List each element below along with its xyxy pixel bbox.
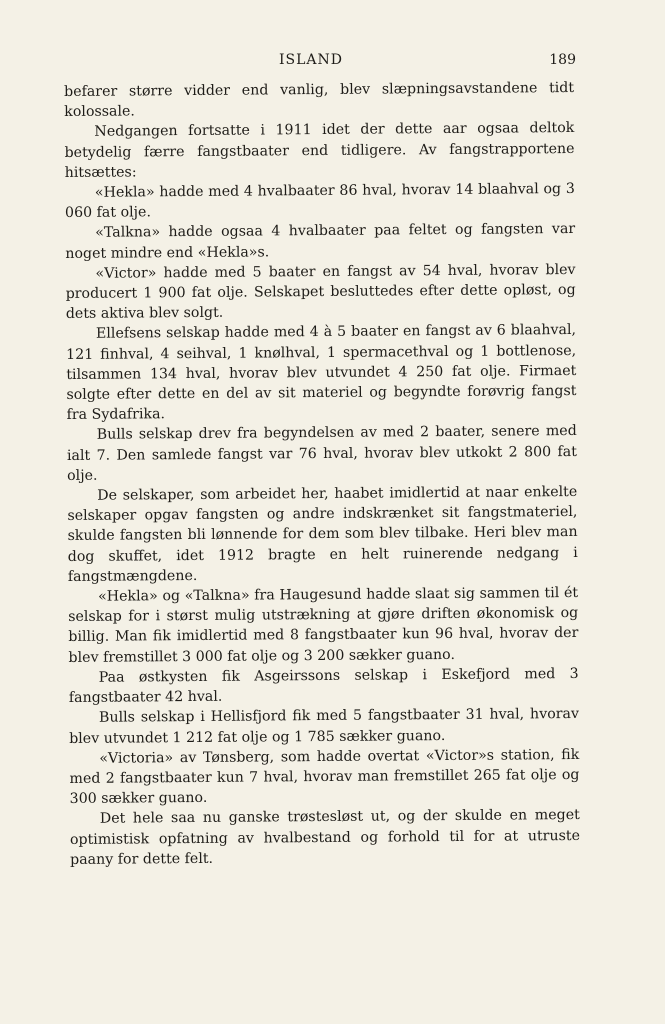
- paragraph: Paa østkysten fik Asgeirssons selskap i Eskefjord med 3 fangstbaater 42 hval.: [68, 665, 579, 707]
- paragraph: Ellefsens selskap hadde med 4 à 5 baater en fangst av 6 blaahval, 121 finhval, 4 seihval, 1 knølhval, 1 spermacethval og 1 bottlenose, tilsammen 134 hval, hvorav blev utvundet 4 250 fat olje. Firmaet solgte efter dette en del av sit materiel og begyndte forøvrig fangst fra Sydafrika.: [66, 322, 577, 424]
- paragraph: «Talkna» hadde ogsaa 4 hvalbaater paa feltet og fangsten var noget mindre end «Hekla»s.: [65, 221, 576, 262]
- body-text: [64, 78, 580, 870]
- running-head-title: ISLAND: [279, 52, 344, 68]
- paragraph: befarer større vidder end vanlig, blev slæpningsavstandene tidt kolossale.: [64, 79, 575, 121]
- page-number: 189: [549, 52, 576, 68]
- paragraph: Nedgangen fortsatte i 1911 idet der dette aar ogsaa deltok betydelig færre fangstbaater end tidligere. Av fangstrapportene hitsættes:: [64, 120, 575, 181]
- paragraph: «Victoria» av Tønsberg, som hadde overtat «Victor»s station, fik med 2 fangstbaater kun 7 hval, hvorav man fremstillet 265 fat olje og 300 sækker guano.: [69, 746, 580, 808]
- paragraph: «Hekla» hadde med 4 hvalbaater 86 hval, hvorav 14 blaahval og 3 060 fat olje.: [64, 181, 575, 222]
- paragraph: De selskaper, som arbeidet her, haabet imidlertid at naar enkelte selskaper opgav fangsten og andre indskrænket sit fangstmateriel, skulde fangsten bli lønnende for dem som blev tilbake. Heri blev man dog skuffet, idet 1912 bragte en helt ruinerende nedgang i fangstmængdene.: [67, 484, 578, 585]
- paragraph: Det hele saa nu ganske trøstesløst ut, og der skulde en meget optimistisk opfatning av hvalbestand og forhold til for at utruste paany for dette felt.: [69, 807, 580, 868]
- paragraph: «Victor» hadde med 5 baater en fangst av 54 hval, hvorav blev producert 1 900 fat olje. Selskapet besluttedes efter dette opløst, og dets aktiva blev solgt.: [65, 261, 576, 323]
- paragraph: Bulls selskap drev fra begyndelsen av med 2 baater, senere med ialt 7. Den samlede fangst var 76 hval, hvorav blev utkokt 2 800 fat olje.: [66, 423, 577, 484]
- paragraph: «Hekla» og «Talkna» fra Haugesund hadde slaat sig sammen til ét selskap for i størst mulig utstrækning at gjøre driften økonomisk og billig. Man fik imidlertid med 8 fangstbaater kun 96 hval, hvorav der blev fremstillet 3 000 fat olje og 3 200 sækker guano.: [68, 585, 579, 666]
- paragraph: Bulls selskap i Hellisfjord fik med 5 fangstbaater 31 hval, hvorav blev utvundet 1 212 fat olje og 1 785 sækker guano.: [69, 706, 580, 747]
- running-head: [64, 52, 576, 72]
